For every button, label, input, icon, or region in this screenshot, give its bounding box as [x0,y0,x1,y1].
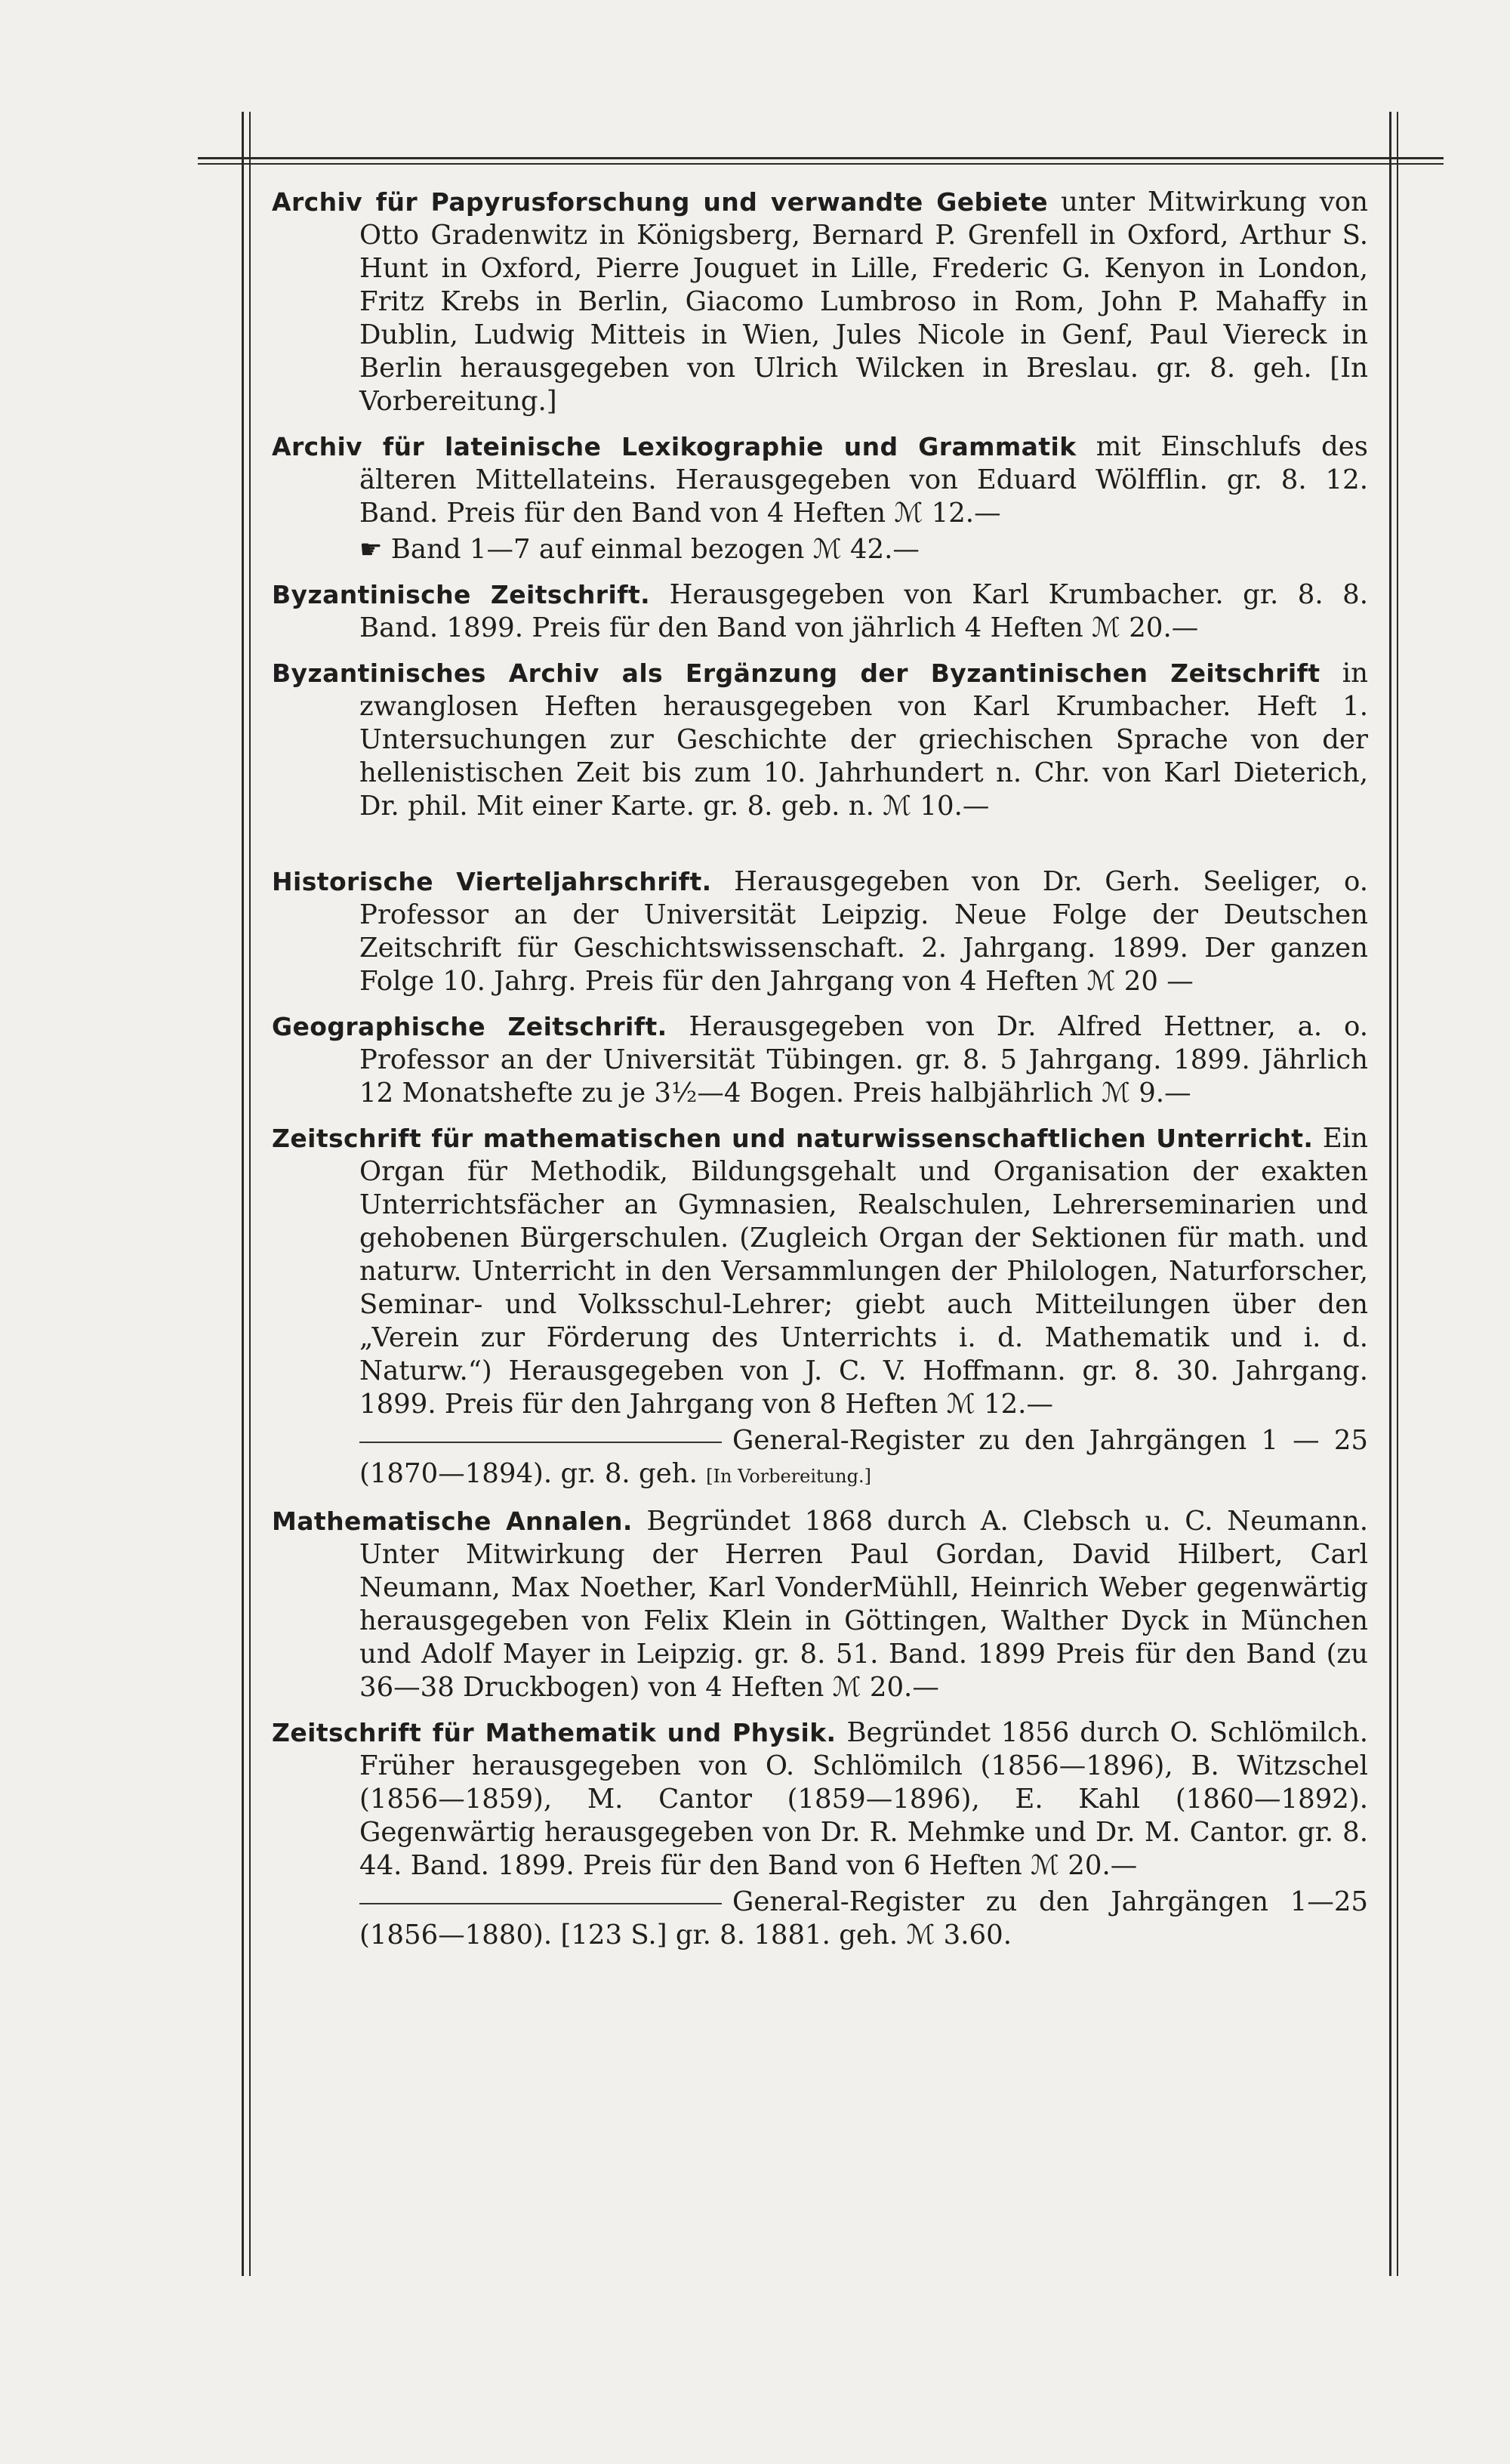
entry-body: Herausgegeben von Dr. Gerh. Seeliger, o. Professor an der Universität Leipzig. Neue Folge der Deutschen Zeitschrift für Geschichtswissenschaft. 2. Jahrgang. 1899. Der ganzen Folge 10. Jahrg. Preis für den Jahrgang von 4 Heften ℳ 20 — [359,866,1368,997]
entry-zeitschrift-math-naturw-unterricht [272,1122,1368,1421]
entry-sub-text: General-Register zu den Jahrgängen 1 — 25 (1870—1894). gr. 8. geh. [359,1425,1368,1489]
section-gap [272,835,1368,865]
frame-top-rule [198,157,1444,159]
frame-left-rule-inner [249,112,251,2276]
entry-title: Archiv für lateinische Lexikographie und Grammatik [272,432,1077,461]
advertisement-list [272,186,1368,1964]
entry-historische-vierteljahrschrift [272,865,1368,998]
entry-title: Geographische Zeitschrift. [272,1012,667,1041]
frame-top-rule-inner [198,163,1444,165]
entry-sub-register [272,1424,1368,1493]
frame-right-rule-inner [1397,112,1398,2276]
entry-body: in zwanglosen Heften herausgegeben von Karl Krumbacher. Heft 1. Untersuchungen zur Geschichte der griechischen Sprache von der hellenistischen Zeit bis zum 10. Jahrhundert n. Chr. von Karl Dieterich, Dr. phil. Mit einer Karte. gr. 8. geb. n. ℳ 10.— [359,658,1368,822]
entry-body: Herausgegeben von Karl Krumbacher. gr. 8. 8. Band. 1899. Preis für den Band von jährlich 4 Heften ℳ 20.— [359,579,1368,643]
entry-body: Begründet 1856 durch O. Schlömilch. Früher herausgegeben von O. Schlömilch (1856—1896), B. Witzschel (1856—1859), M. Cantor (1859—1896), E. Kahl (1860—1892). Gegenwärtig herausgegeben von Dr. R. Mehmke und Dr. M. Cantor. gr. 8. 44. Band. 1899. Preis für den Band von 6 Heften ℳ 20.— [359,1717,1368,1881]
pointing-hand-icon: ☛ [359,535,383,565]
frame-left-rule [242,112,244,2276]
entry-zeitschrift-math-physik [272,1716,1368,1883]
entry-sub-text: General-Register zu den Jahrgängen 1—25 (1856—1880). [123 S.] gr. 8. 1881. geh. ℳ 3.60. [359,1886,1368,1951]
entry-title: Mathematische Annalen. [272,1506,633,1536]
entry-title: Archiv für Papyrusforschung und verwandte Gebiete [272,187,1049,217]
entry-geographische-zeitschrift [272,1010,1368,1110]
entry-title: Zeitschrift für mathematischen und naturwissenschaftlichen Unterricht. [272,1124,1314,1153]
entry-sub-register [272,1886,1368,1952]
entry-archiv-lexikographie [272,430,1368,530]
entry-body: unter Mitwirkung von Otto Gradenwitz in Königsberg, Bernard P. Grenfell in Oxford, Arthur S. Hunt in Oxford, Pierre Jouguet in Lille, Frederic G. Kenyon in London, Fritz Krebs in Berlin, Giacomo Lumbroso in Rom, John P. Mahaffy in Dublin, Ludwig Mitteis in Wien, Jules Nicole in Genf, Paul Viereck in Berlin herausgegeben von Ulrich Wilcken in Breslau. gr. 8. geh. [In Vorbereitung.] [359,187,1368,417]
frame-right-rule [1389,112,1391,2276]
entry-archiv-papyrusforschung [272,186,1368,418]
dash-rule [359,1442,722,1443]
entry-byzantinisches-archiv [272,657,1368,823]
entry-byzantinische-zeitschrift [272,578,1368,645]
entry-title: Byzantinisches Archiv als Ergänzung der Byzantinischen Zeitschrift [272,658,1320,688]
entry-body: mit Einschlufs des älteren Mittellateins. Herausgegeben von Eduard Wölfflin. gr. 8. 12. Band. Preis für den Band von 4 Heften ℳ 12.— [359,431,1368,529]
entry-body: Herausgegeben von Dr. Alfred Hettner, a. o. Professor an der Universität Tübingen. gr. 8. 5 Jahrgang. 1899. Jährlich 12 Monatshefte zu je 3½—4 Bogen. Preis halbjährlich ℳ 9.— [359,1011,1368,1109]
entry-body: Begründet 1868 durch A. Clebsch u. C. Neumann. Unter Mitwirkung der Herren Paul Gordan, David Hilbert, Carl Neumann, Max Noether, Karl VonderMühll, Heinrich Weber gegenwärtig herausgegeben von Felix Klein in Göttingen, Walther Dyck in München und Adolf Mayer in Leipzig. gr. 8. 51. Band. 1899 Preis für den Band (zu 36—38 Druckbogen) von 4 Heften ℳ 20.— [359,1506,1368,1703]
entry-title: Historische Vierteljahrschrift. [272,867,712,896]
entry-body: Ein Organ für Methodik, Bildungsgehalt und Organisation der exakten Unterrichtsfächer an Gymnasien, Realschulen, Lehrerseminarien und gehobenen Bürgerschulen. (Zugleich Organ der Sektionen für math. und naturw. Unterricht in den Versammlungen der Philologen, Naturforscher, Seminar- und Volksschul-Lehrer; giebt auch Mitteilungen über den „Verein zur Förderung des Unterrichts i. d. Mathematik und i. d. Naturw.“) Herausgegeben von J. C. V. Hoffmann. gr. 8. 30. Jahrgang. 1899. Preis für den Jahrgang von 8 Heften ℳ 12.— [359,1123,1368,1420]
entry-sub-note: [In Vorbereitung.] [706,1466,871,1487]
entry-note-text: Band 1—7 auf einmal bezogen ℳ 42.— [390,534,920,565]
entry-note [272,533,1368,566]
entry-mathematische-annalen [272,1505,1368,1704]
entry-title: Zeitschrift für Mathematik und Physik. [272,1718,837,1747]
entry-title: Byzantinische Zeitschrift. [272,580,651,609]
dash-rule [359,1903,722,1904]
